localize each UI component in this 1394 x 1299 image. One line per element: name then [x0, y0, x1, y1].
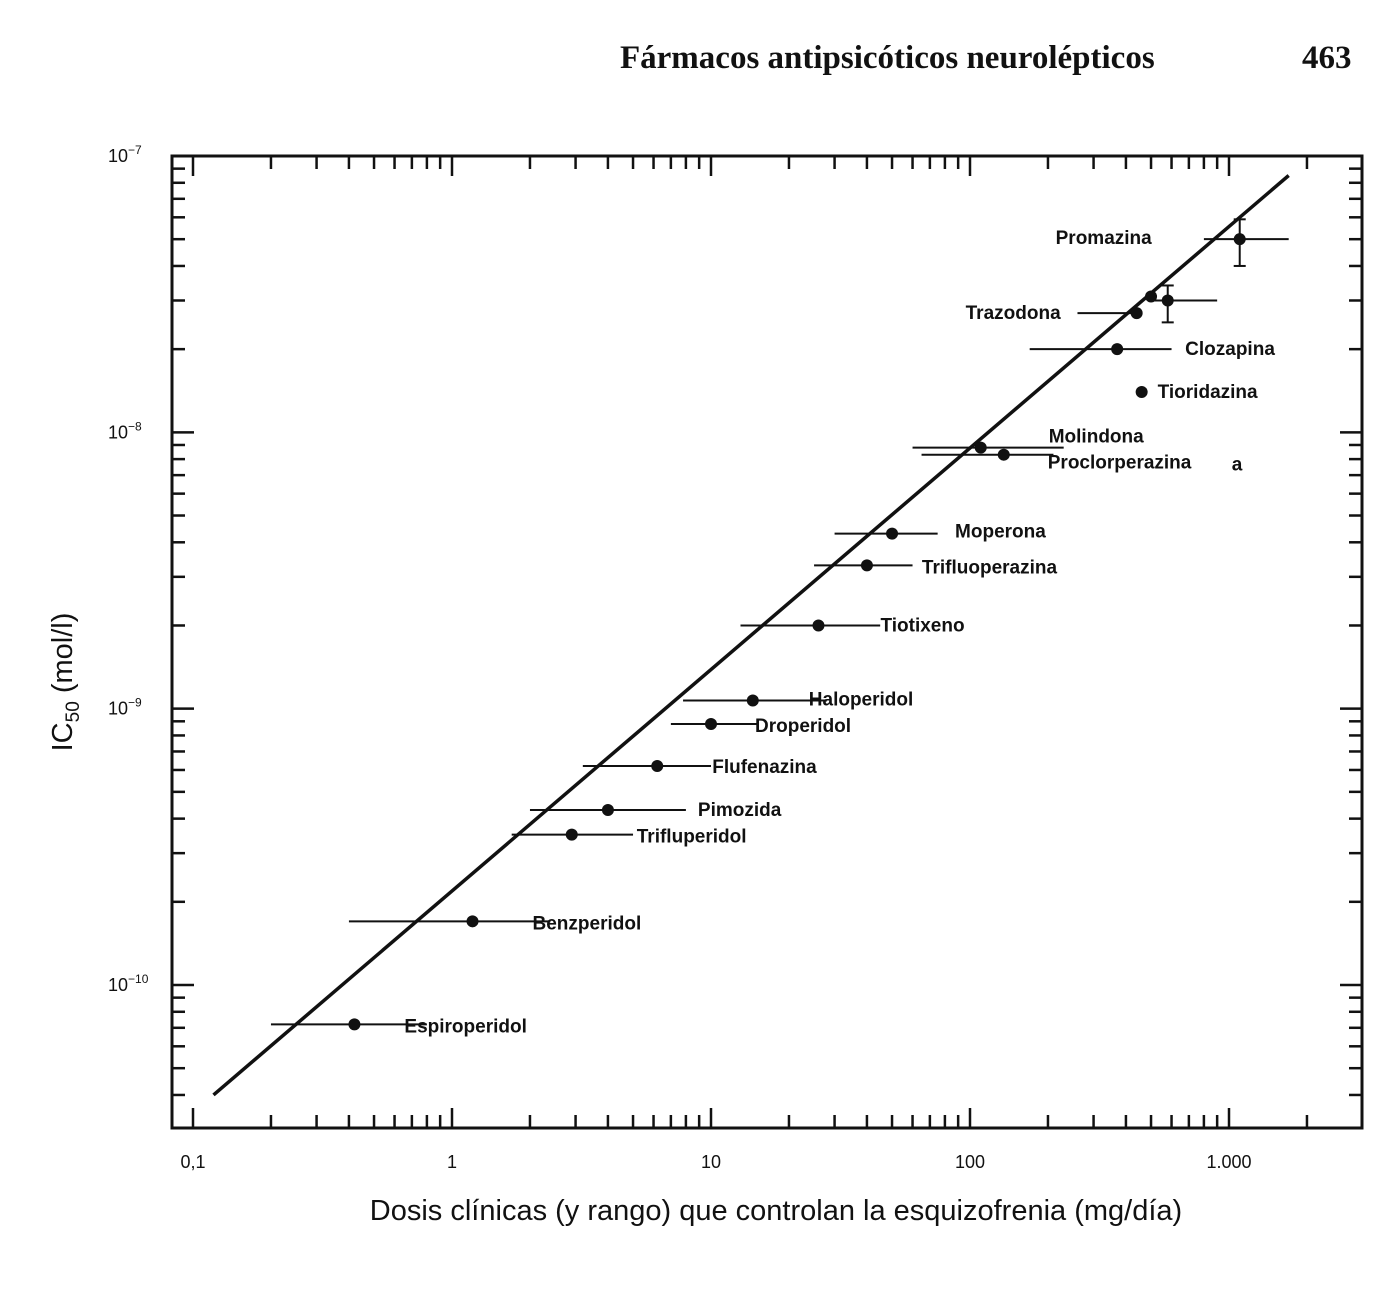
label-flufenazina: Flufenazina — [712, 757, 817, 779]
y-tick-label: $10^{-7}$ — [108, 143, 142, 166]
point-tiotixeno — [812, 619, 824, 631]
label-tiotixeno: Tiotixeno — [880, 615, 965, 637]
label-droperidol: Droperidol — [755, 716, 852, 738]
label-trazodona: Trazodona — [965, 303, 1061, 325]
point-trifluoperazina — [861, 559, 873, 571]
label-proclorperazina: Proclorperazina — [1047, 452, 1192, 474]
label-espiroperidol: Espiroperidol — [404, 1016, 527, 1038]
label-moperona: Moperona — [955, 521, 1046, 543]
footnote-marker: a — [1231, 454, 1243, 476]
x-tick-label: 0,1 — [180, 1152, 206, 1172]
point-molindona — [975, 442, 987, 454]
x-tick-label: 10 — [700, 1152, 722, 1172]
x-tick-label: 1 — [446, 1152, 458, 1172]
label-promazina: Promazina — [1055, 228, 1152, 250]
data-points-layer — [271, 219, 1289, 1030]
x-tick-label: 100 — [954, 1152, 986, 1172]
x-axis-title: Dosis clínicas (y rango) que controlan la esquizofrenia (mg/día) — [369, 1195, 1183, 1227]
point-clozapina — [1111, 343, 1123, 355]
point-tioridazina — [1136, 386, 1148, 398]
y-axis-title: $IC_{50}$ (mol/l) — [47, 612, 84, 752]
page-number: 463 — [1302, 40, 1352, 76]
point-pimozida — [602, 804, 614, 816]
label-trifluperidol: Trifluperidol — [636, 826, 747, 848]
point-espiroperidol — [348, 1018, 360, 1030]
y-tick-label: $10^{-9}$ — [108, 695, 142, 719]
plot-frame — [172, 156, 1362, 1128]
point-trifluperidol — [566, 829, 578, 841]
label-benzperidol: Benzperidol — [532, 913, 642, 935]
label-haloperidol: Haloperidol — [808, 689, 914, 711]
point-moperona — [886, 528, 898, 540]
point-benzperidol — [467, 915, 479, 927]
label-tioridazina: Tioridazina — [1157, 381, 1258, 403]
point-promazina — [1234, 233, 1246, 245]
label-clozapina: Clozapina — [1185, 339, 1275, 361]
point-unnamed — [1162, 294, 1174, 306]
axes — [108, 143, 1362, 1172]
label-pimozida: Pimozida — [697, 799, 782, 821]
label-trifluoperazina: Trifluoperazina — [921, 557, 1058, 579]
point-flufenazina — [651, 760, 663, 772]
y-tick-label: $10^{-10}$ — [108, 972, 149, 995]
y-tick-label: $10^{-8}$ — [108, 419, 142, 443]
point-proclorperazina — [998, 449, 1010, 461]
point-droperidol — [705, 718, 717, 730]
page-title: Fármacos antipsicóticos neurolépticos — [620, 40, 1155, 76]
point-trazodona — [1131, 307, 1143, 319]
label-molindona: Molindona — [1048, 426, 1144, 448]
x-tick-label: 1.000 — [1206, 1152, 1252, 1172]
point-haloperidol — [747, 695, 759, 707]
